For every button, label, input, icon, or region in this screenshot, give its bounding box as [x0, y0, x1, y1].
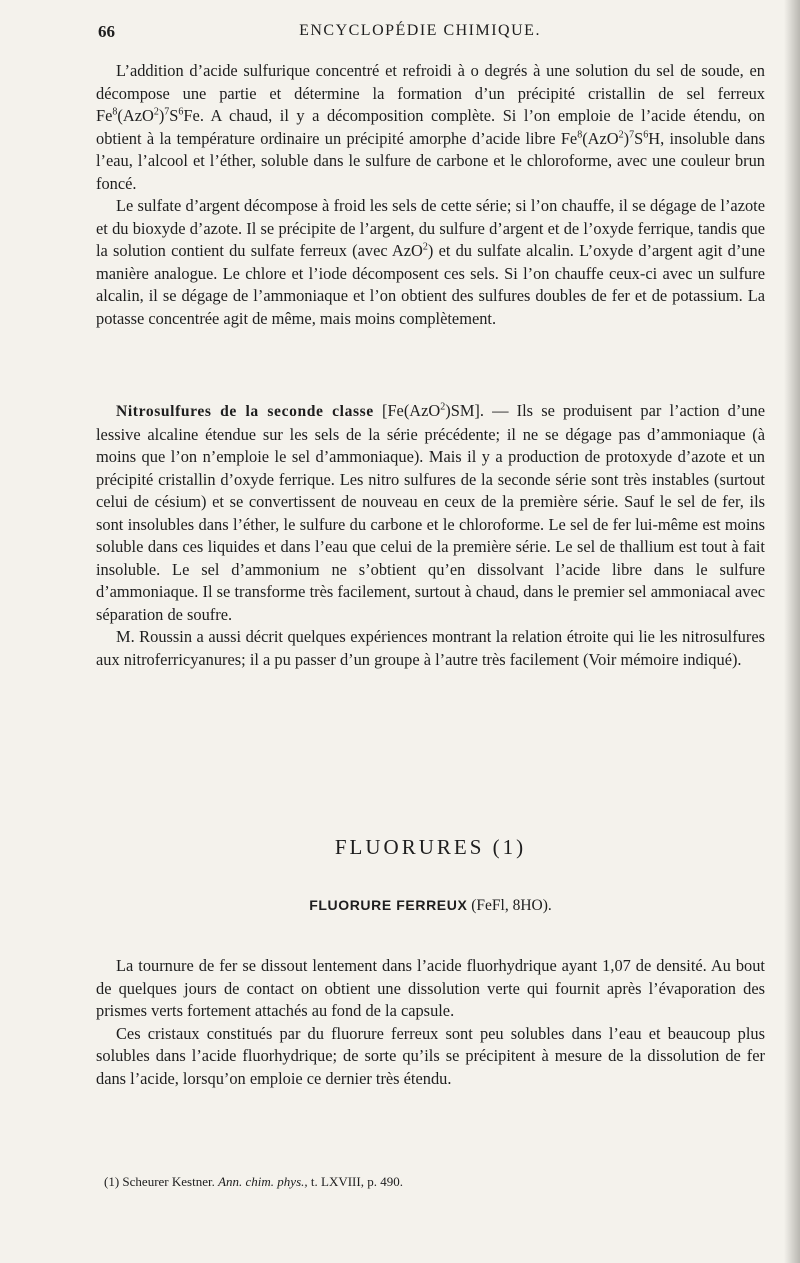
- page-edge-shadow: [784, 0, 800, 1263]
- section-title-fluorures: FLUORURES (1): [334, 835, 527, 859]
- book-title: ENCYCLOPÉDIE CHIMIQUE.: [299, 22, 541, 39]
- page-number: 66: [98, 22, 115, 41]
- subsection-name: FLUORURE FERREUX: [309, 897, 468, 913]
- nitrosulfures-formula: [Fe(AzO$^2$)SM].: [381, 401, 484, 420]
- paragraph-silver-sulfate: Le sulfate d’argent décompose à froid les sels de cette série; si l’on chauffe, il se dégage de l’azote et du bioxyde d’azote. Il se précipite de l’argent, du sulfure d’argent et de l’oxyde ferrique, tandis que la solution contient du sulfate ferreux (avec AzO$^2$) et du sulfate alcalin. L’oxyde d’argent agit d’une manière analogue. Le chlore et l’iode décomposent ces sels. Si l’on chauffe ceux-ci avec un sulfure alcalin, il se dégage de l’ammoniaque et l’on obtient des sulfures doubles de fer et de potassium. La potasse concentrée agit de même, mais moins complètement.: [96, 196, 765, 328]
- running-header: [98, 22, 742, 46]
- nitrosulfures-text-block: [96, 400, 765, 671]
- paragraph-roussin: M. Roussin a aussi décrit quelques expériences montrant la relation étroite qui lie les nitrosulfures aux nitroferricyanures; il a pu passer d’un groupe à l’autre très facilement (Voir mémoire indiqué).: [96, 627, 765, 669]
- subsection-title-fluorure-ferreux: [96, 897, 765, 915]
- paragraph-solubility: Ces cristaux constitués par du fluorure ferreux sont peu solubles dans l’eau et beaucoup plus solubles dans l’acide fluorhydrique; de sorte qu’ils se précipitent à mesure de la dissolution de fer dans l’acide, lorsqu’on emploie ce dernier très étendu.: [96, 1023, 765, 1088]
- intro-text-block: [96, 60, 765, 330]
- fluorure-text-block: [96, 955, 765, 1090]
- paragraph-preparation: La tournure de fer se dissout lentement dans l’acide fluorhydrique ayant 1,07 de densité. Au bout de quelques jours de contact on obtient une dissolution verte qui fournit après l’évaporation des prismes verts fortement attachés au fond de la capsule.: [96, 956, 765, 1020]
- footnote-journal: Ann. chim. phys.,: [218, 1174, 308, 1189]
- nitrosulfures-heading: Nitrosulfures de la seconde classe: [116, 403, 374, 420]
- footnote: [104, 1174, 764, 1190]
- footnote-author: Scheurer Kestner.: [122, 1174, 215, 1189]
- paragraph-nitrosulfures: Nitrosulfures de la seconde classe [Fe(AzO$^2$)SM]. — Ils se produisent par l’action d’une lessive alcaline étendue sur les sels de la série précédente; il ne se dégage pas d’ammoniaque (à moins que l’on n’emploie le sel d’ammoniaque). Mais il y a production de protoxyde d’azote et un précipité cristallin d’oxyde ferrique. Les nitro sulfures de la seconde série sont très instables (surtout celui de césium) et se convertissent de nouveau en ceux de la première série. Sauf le sel de fer, ils sont insolubles dans l’éther, le sulfure du carbone et le chloroforme. Le sel de fer lui-même est moins soluble dans ces liquides et dans l’eau que celui de la première série. Le sel de thallium est tout à fait insoluble. Le sel d’ammonium ne s’obtient qu’en dissolvant l’acide libre dans le sulfure d’ammoniaque. Il se transforme très facilement, surtout à chaud, dans le premier sel ammoniacal avec séparation de soufre.: [96, 401, 765, 624]
- footnote-marker: (1): [104, 1174, 120, 1189]
- subsection-formula: (FeFl, 8HO).: [471, 897, 552, 914]
- paragraph-decomposition: L’addition d’acide sulfurique concentré et refroidi à o degrés à une solution du sel de soude, en décompose une partie et détermine la formation d’un précipité cristallin de sel ferreux $Fe^8(AzO^2)^7S^6Fe$. A chaud, il y a décomposition complète. Si l’on emploie de l’acide étendu, on obtient à la température ordinaire un précipité amorphe d’acide libre $Fe^8(AzO^2)^7S^6H$, insoluble dans l’eau, l’alcool et l’éther, soluble dans le sulfure de carbone et le chloroforme, avec une couleur brun foncé.: [96, 61, 765, 193]
- footnote-reference: t. LXVIII, p. 490.: [310, 1174, 403, 1189]
